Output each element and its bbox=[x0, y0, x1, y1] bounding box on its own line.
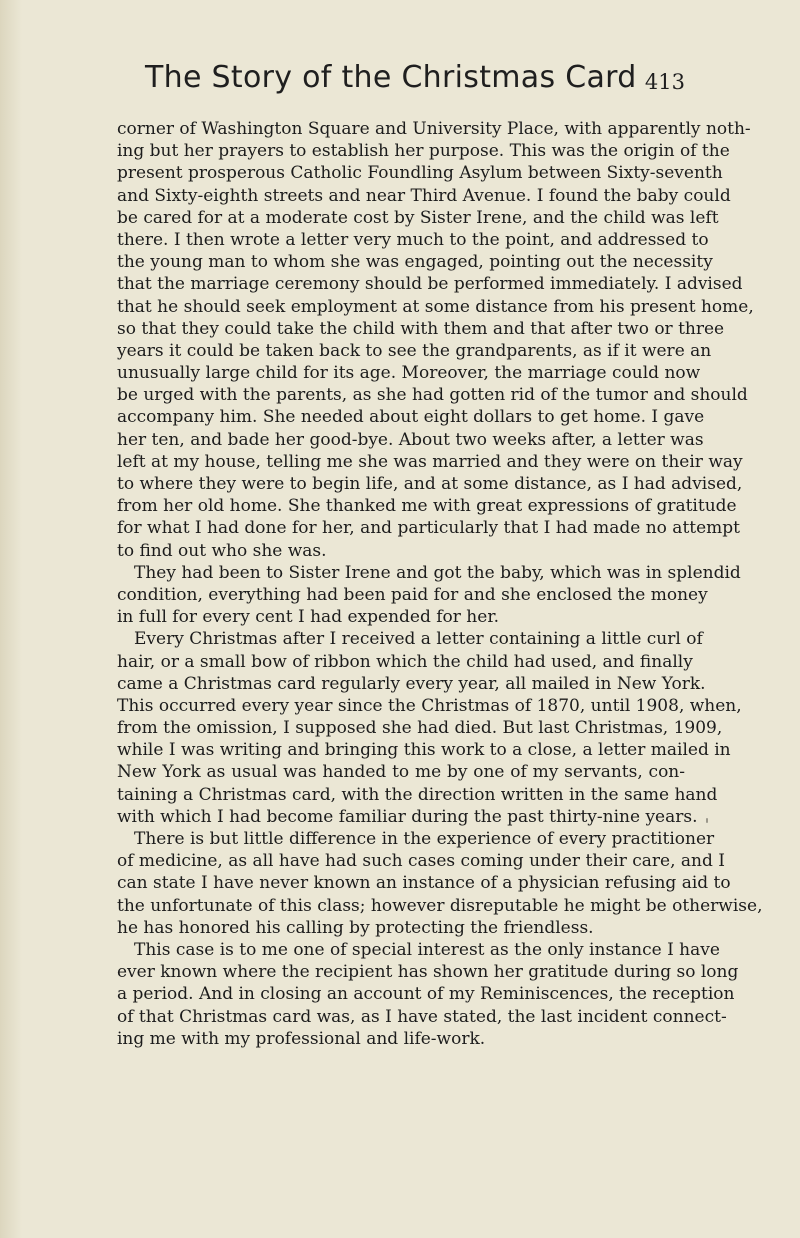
text-line: taining a Christmas card, with the direction written in the same hand bbox=[117, 784, 718, 805]
text-line: Every Christmas after I received a letter containing a little curl of bbox=[134, 629, 703, 650]
text-line: a period. And in closing an account of my Reminiscences, the reception bbox=[117, 984, 735, 1005]
text-line: the young man to whom she was engaged, pointing out the necessity bbox=[117, 252, 713, 273]
text-line: left at my house, telling me she was married and they were on their way bbox=[117, 451, 743, 472]
page-number: 413 bbox=[644, 70, 685, 94]
text-line: This occurred every year since the Christmas of 1870, until 1908, when, bbox=[117, 695, 742, 716]
text-line: ing me with my professional and life-work. bbox=[117, 1028, 486, 1049]
text-line: while I was writing and bringing this work to a close, a letter mailed in bbox=[117, 740, 731, 761]
page-header bbox=[145, 58, 685, 102]
page-gutter-shadow bbox=[0, 0, 22, 1238]
text-line: the unfortunate of this class; however disreputable he might be otherwise, bbox=[117, 895, 763, 916]
text-line: ever known where the recipient has shown her gratitude during so long bbox=[117, 962, 739, 983]
text-line: present prosperous Catholic Foundling Asylum between Sixty-seventh bbox=[117, 163, 723, 184]
text-line: to where they were to begin life, and at some distance, as I had advised, bbox=[117, 474, 743, 494]
body-text bbox=[117, 118, 763, 1050]
text-line: he has honored his calling by protecting the friendless. bbox=[117, 917, 594, 938]
text-line: be urged with the parents, as she had gotten rid of the tumor and should bbox=[117, 385, 748, 406]
text-line: for what I had done for her, and particularly that I had made no attempt bbox=[117, 518, 740, 539]
text-line: of that Christmas card was, as I have stated, the last incident connect- bbox=[117, 1006, 727, 1027]
text-line: be cared for at a moderate cost by Sister Irene, and the child was left bbox=[117, 207, 719, 228]
text-line: and Sixty-eighth streets and near Third Avenue. I found the baby could bbox=[117, 185, 731, 206]
text-line: in full for every cent I had expended for her. bbox=[117, 607, 499, 628]
text-line: can state I have never known an instance of a physician refusing aid to bbox=[117, 873, 731, 894]
text-line: with which I had become familiar during the past thirty-nine years. bbox=[117, 806, 698, 827]
text-line: years it could be taken back to see the grandparents, as if it were an bbox=[117, 340, 712, 361]
text-line: There is but little difference in the experience of every practitioner bbox=[134, 829, 715, 849]
text-line: so that they could take the child with them and that after two or three bbox=[117, 318, 725, 339]
text-line: to find out who she was. bbox=[117, 540, 327, 561]
text-line: This case is to me one of special interest as the only instance I have bbox=[134, 939, 720, 960]
text-line: corner of Washington Square and University Place, with apparently noth- bbox=[117, 119, 751, 139]
text-line: New York as usual was handed to me by one of my servants, con- bbox=[117, 762, 685, 783]
text-line: of medicine, as all have had such cases coming under their care, and I bbox=[117, 851, 725, 872]
text-line: unusually large child for its age. Moreover, the marriage could now bbox=[117, 363, 701, 384]
text-line: from the omission, I supposed she had died. But last Christmas, 1909, bbox=[117, 718, 723, 739]
text-line: that he should seek employment at some distance from his present home, bbox=[117, 296, 754, 317]
text-line: condition, everything had been paid for and she enclosed the money bbox=[117, 584, 708, 605]
text-line: her ten, and bade her good-bye. About two weeks after, a letter was bbox=[117, 429, 704, 450]
running-title: The Story of the Christmas Card bbox=[145, 60, 637, 95]
text-line: came a Christmas card regularly every year, all mailed in New York. bbox=[117, 673, 706, 694]
text-line: from her old home. She thanked me with great expressions of gratitude bbox=[117, 496, 737, 517]
text-line: accompany him. She needed about eight dollars to get home. I gave bbox=[117, 407, 705, 428]
paper-speck bbox=[706, 818, 708, 823]
text-line: They had been to Sister Irene and got the baby, which was in splendid bbox=[134, 562, 741, 583]
text-line: ing but her prayers to establish her purpose. This was the origin of the bbox=[117, 141, 730, 162]
text-line: that the marriage ceremony should be performed immediately. I advised bbox=[117, 274, 743, 295]
text-line: hair, or a small bow of ribbon which the child had used, and finally bbox=[117, 651, 693, 672]
text-line: there. I then wrote a letter very much to the point, and addressed to bbox=[117, 229, 709, 250]
